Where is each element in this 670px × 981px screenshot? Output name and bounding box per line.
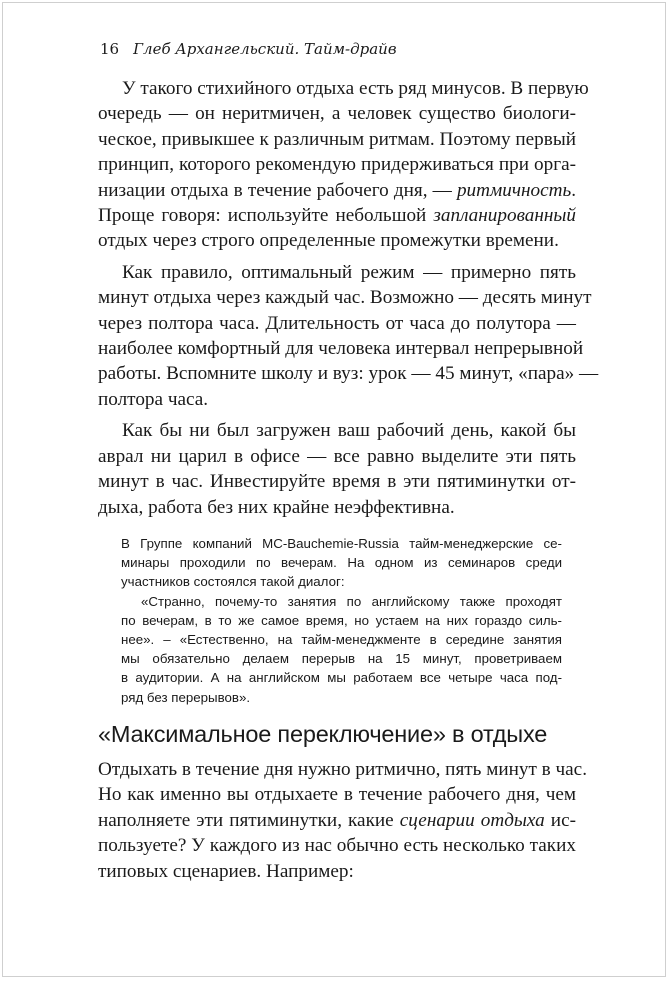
paragraph-2 — [98, 260, 599, 412]
text-line: наиболее комфортный для человека интервал непрерывной — [98, 338, 584, 360]
note-line: участников состоялся такой диалог: — [121, 574, 345, 590]
text-line: через полтора часа. Длительность от часа до полутора — — [98, 312, 576, 334]
note-line: В Группе компаний MC-Bauchemie-Russia тайм-менеджерские се- — [121, 536, 562, 551]
text-fragment: низации отдыха в течение рабочего дня, — — [98, 179, 457, 201]
text-line: очередь — он неритмичен, а человек существо биологи- — [98, 103, 576, 125]
text-line: пользуете? У каждого из нас обычно есть несколько таких — [98, 835, 576, 857]
text-line: ческое, привыкшее к различным ритмам. Поэтому первый — [98, 128, 576, 150]
note-line: в аудитории. А на английском мы работаем все четыре часа под- — [121, 670, 562, 686]
text-line: аврал ни царил в офисе — все равно выделите эти пять — [98, 445, 576, 467]
paragraph-3 — [98, 418, 576, 520]
note-line: ряд без перерывов». — [121, 689, 251, 705]
section-heading: «Максимальное переключение» в отдыхе — [98, 721, 548, 747]
running-title: Глеб Архангельский. Тайм-драйв — [133, 40, 397, 58]
text-line: работы. Вспомните школу и вуз: урок — 45 минут, «пара» — — [98, 363, 599, 385]
text-line: Но как именно вы отдыхаете в течение рабочего дня, чем — [98, 784, 576, 806]
text-line: Как правило, оптимальный режим — примерно пять — [122, 261, 576, 283]
text-line: полтора часа. — [98, 388, 209, 410]
text-line — [98, 178, 576, 203]
running-head — [100, 40, 397, 58]
note-line: «Странно, почему-то занятия по английскому также проходят — [141, 593, 562, 609]
case-study-note — [121, 534, 562, 707]
text-line: дыха, работа без них крайне неэффективна. — [98, 496, 455, 518]
body-text-section — [98, 757, 587, 884]
text-line: принцип, которого рекомендую придерживаться при орга- — [98, 154, 576, 176]
text-line — [98, 808, 576, 833]
text-line: типовых сценариев. Например: — [98, 860, 354, 882]
text-line: минут в час. Инвестируйте время в эти пятиминутки от- — [98, 471, 576, 493]
body-text-top — [98, 76, 599, 520]
text-line: Отдыхать в течение дня нужно ритмично, пять минут в час. — [98, 759, 587, 780]
page-number: 16 — [100, 40, 120, 58]
text-line: отдых через строго определенные промежутки времени. — [98, 230, 559, 252]
text-fragment: наполняете эти пятиминутки, какие — [98, 809, 400, 831]
text-line — [98, 203, 576, 228]
text-fragment: . — [571, 179, 576, 201]
emphasis: ритмичность — [456, 179, 572, 201]
text-line: минут отдыха через каждый час. Возможно — десять минут — [98, 287, 592, 309]
text-line: У такого стихийного отдыха есть ряд минусов. В первую — [122, 78, 589, 99]
emphasis: сценарии отдыха — [399, 809, 545, 831]
text-line: Как бы ни был загружен ваш рабочий день, какой бы — [122, 420, 576, 442]
paragraph-1 — [98, 76, 589, 254]
note-line: нее». – «Естественно, на тайм-менеджменте в середине занятия — [121, 632, 562, 648]
text-fragment: Проще говоря: используйте небольшой — [98, 205, 434, 227]
note-line: минары проходили по вечерам. На одном из семинаров среди — [121, 555, 562, 571]
emphasis: запланированный — [433, 205, 576, 227]
text-fragment: ис- — [544, 809, 576, 831]
note-line: по вечерам, в то же самое время, но устаем на них гораздо силь- — [121, 612, 562, 628]
note-line: мы обязательно делаем перерыв на 15 минут, проветриваем — [121, 651, 562, 667]
